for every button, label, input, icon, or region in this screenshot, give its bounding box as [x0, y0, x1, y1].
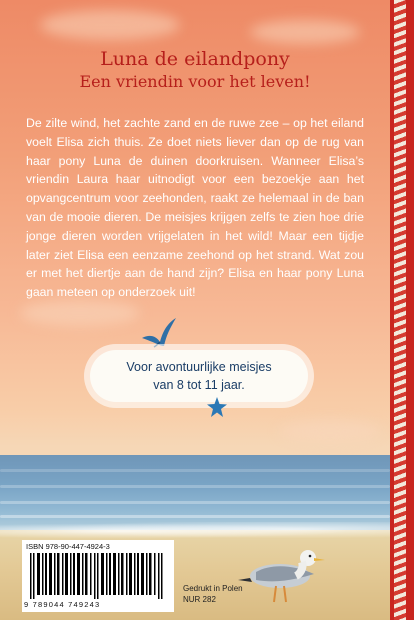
printed-in-text: Gedrukt in Polen [183, 584, 243, 593]
sky-cloud [250, 20, 360, 44]
sky-cloud [40, 10, 180, 40]
isbn-text: ISBN 978-90-447-4924-3 [26, 542, 110, 551]
barcode-icon [30, 553, 166, 599]
wave-line [0, 485, 390, 488]
print-info [183, 583, 243, 605]
wave-line [0, 469, 390, 472]
surf-foam [0, 522, 390, 540]
blue-seagull-icon [140, 316, 180, 352]
book-subtitle: Een vriendin voor het leven! [79, 72, 311, 91]
age-bubble [90, 350, 308, 402]
sky-cloud [280, 420, 380, 442]
book-title: Luna de eilandpony [100, 48, 290, 70]
barcode-label [22, 540, 174, 612]
wave-line [0, 515, 390, 518]
barcode-number: 9 789044 749243 [24, 600, 101, 609]
standing-seagull-icon [230, 540, 330, 610]
wave-line [0, 501, 390, 504]
nur-code: NUR 282 [183, 595, 216, 604]
rope-border [394, 0, 406, 620]
age-bubble-text [90, 358, 308, 394]
sky-cloud [20, 300, 140, 326]
bubble-line-1: Voor avontuurlijke meisjes [126, 360, 272, 374]
bubble-line-2: van 8 tot 11 jaar. [153, 378, 245, 392]
blurb-text: De zilte wind, het zachte zand en de ruwe zee – op het eiland voelt Elisa zich thuis. Ze doet niets liever dan op de rug van haar pony Luna de duinen doorkruisen. Wanneer Elisa’s vriendin Laura haar uitnodigt voor een bezoekje aan het opvangcentrum voor zeehonden, raakt ze helemaal in de ban van de mooie dieren. De meisjes krijgen zelfs te zien hoe drie jonge dieren worden vrijgelaten in het wild! Maar een tijdje later ziet Elisa een eenzame zeehond op het strand. Wat zou er met het diertje aan de hand zijn? Elisa en haar pony Luna gaan meteen op onderzoek uit! [26, 116, 364, 300]
starfish-icon [206, 396, 228, 418]
